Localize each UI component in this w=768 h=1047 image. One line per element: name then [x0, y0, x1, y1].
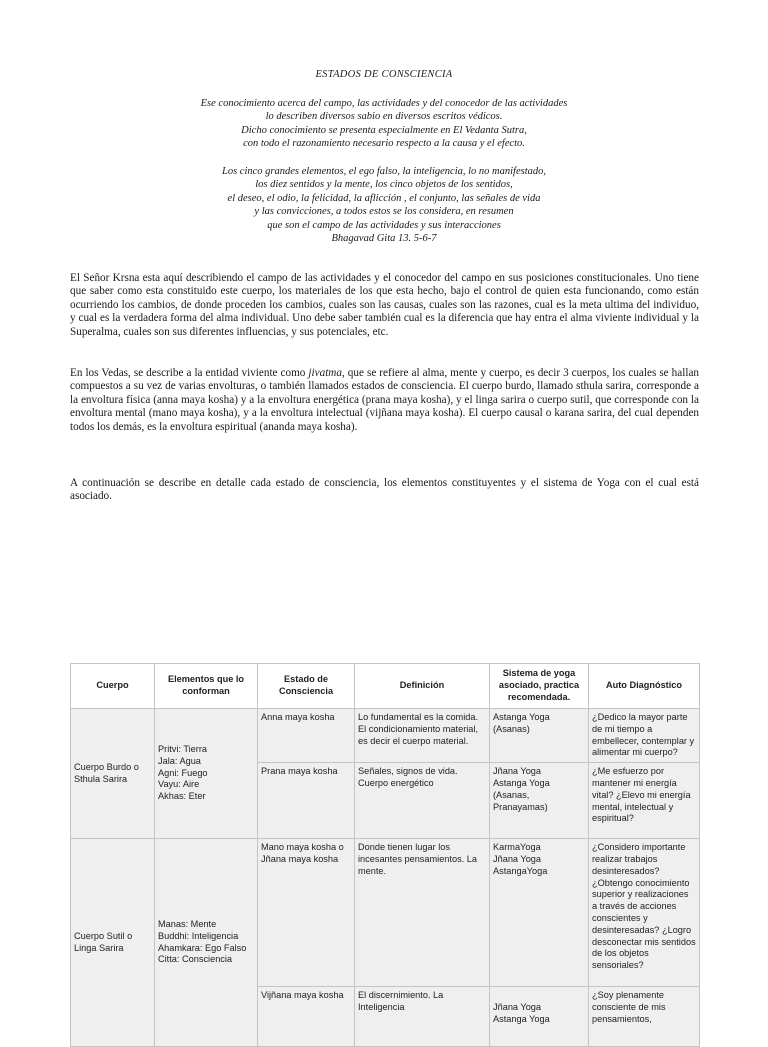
para-text: , que se refiere al alma, mente y cuerpo, es decir 3 cuerpos, los cuales se hallan compuestos a su vez de varias envolturas, o también llamados estados de consciencia. El cuerpo burdo, llamado sthula sarira, corresponde a la envoltura física (anna maya kosha) y a la envoltura energética (prana maya kosha), y el linga sarira o cuerpo sutil, que corresponde con la envoltura mental (mano maya kosha), y a la envoltura intelectual (vijñana maya kosha). El cuerpo causal o karana sarira, del cual dependen todos los demás, es la envoltura espiritual (ananda maya kosha). [70, 367, 700, 433]
table-row [71, 839, 700, 987]
table-row [71, 709, 700, 763]
yoga-cell [490, 987, 589, 1047]
definicion-cell: El discernimiento. La Inteligencia [355, 987, 490, 1047]
cuerpo-cell: Cuerpo Sutil o Linga Sarira [71, 839, 155, 1047]
header-yoga: Sistema de yoga asociado, practica recomendada. [490, 664, 589, 709]
definicion-cell: Lo fundamental es la comida. El condicionamiento material, es decir el cuerpo material. [355, 709, 490, 763]
yoga-item: KarmaYoga [493, 842, 541, 853]
diagnostico-cell: ¿Me esfuerzo por mantener mi energía vital? ¿Elevo mi energía mental, intelectual y espiritual? [589, 763, 700, 839]
yoga-item: Astanga Yoga [493, 1013, 550, 1024]
header-diagnostico: Auto Diagnóstico [589, 664, 700, 709]
yoga-item: Jñana Yoga [493, 853, 542, 864]
elemento-item: Agni: Fuego [158, 767, 208, 778]
yoga-item [493, 990, 585, 1002]
diagnostico-cell: ¿Considero importante realizar trabajos desinteresados? ¿Obtengo conocimiento superior y realizaciones a través de acciones conscientes y desinteresadas? ¿Logro desconectar mis sentidos de los objetos sensoriales? [589, 839, 700, 987]
verse-line: los diez sentidos y la mente, los cinco objetos de los sentidos, [255, 179, 513, 191]
elemento-item: Pritvi: Tierra [158, 744, 208, 755]
elemento-item: Ahamkara: Ego Falso [158, 942, 247, 953]
yoga-item: Jñana Yoga [493, 1001, 542, 1012]
table-header-row [71, 664, 700, 709]
yoga-cell [490, 763, 589, 839]
elemento-item: Buddhi: Inteligencia [158, 930, 239, 941]
header-definicion: Definición [355, 664, 490, 709]
header-estado: Estado de Consciencia [258, 664, 355, 709]
yoga-item: (Asanas, [493, 789, 530, 800]
page-title: ESTADOS DE CONSCIENCIA [315, 69, 453, 80]
definicion-cell: Señales, signos de vida. Cuerpo energético [355, 763, 490, 839]
verse-line: y las convicciones, a todos estos se los considera, en resumen [254, 206, 514, 218]
cuerpo-cell: Cuerpo Burdo o Sthula Sarira [71, 709, 155, 839]
consciousness-table [70, 663, 700, 1047]
estado-cell: Prana maya kosha [258, 763, 355, 839]
verse-citation: Bhagavad Gita 13. 5-6-7 [331, 233, 437, 245]
estado-cell: Anna maya kosha [258, 709, 355, 763]
elemento-item: Vayu: Aire [158, 779, 200, 790]
yoga-cell [490, 839, 589, 987]
estado-cell: Mano maya kosha o Jñana maya kosha [258, 839, 355, 987]
verse-line: lo describen diversos sabio en diversos escritos védicos. [265, 111, 503, 123]
verse-line: el deseo, el odio, la felicidad, la aflicción , el conjunto, las señales de vida [227, 192, 541, 204]
verse-line: con todo el razonamiento necesario respecto a la causa y el efecto. [243, 138, 525, 150]
elementos-cell [155, 839, 258, 1047]
estado-cell: Vijñana maya kosha [258, 987, 355, 1047]
yoga-item: Pranayamas) [493, 801, 548, 812]
yoga-item: Astanga Yoga [493, 712, 550, 722]
elemento-item: Manas: Mente [158, 919, 217, 930]
yoga-item: Astanga Yoga [493, 777, 550, 788]
diagnostico-cell: ¿Soy plenamente consciente de mis pensamientos, [589, 987, 700, 1047]
definicion-cell: Donde tienen lugar los incesantes pensamientos. La mente. [355, 839, 490, 987]
opening-verse [0, 97, 768, 151]
gita-verse [0, 165, 768, 245]
elementos-cell [155, 709, 258, 839]
intro-paragraph: El Señor Krsna esta aquí describiendo el campo de las actividades y el conocedor del campo en sus posiciones constitucionales. Uno tiene que saber como esta constituido este cuerpo, los materiales de los que esta hecho, bajo el control de quien esta funcionando, como están ocurriendo los cambios, de donde proceden los cambios, cuales son las causas, cuales son las razones, cual es la meta ultima del individuo, y cual es la verdadera forma del alma individual. Uno debe saber también cual es la diferencia que hay entra el alma viviente individual y la Superalma, cuales son sus diferentes influencias, y sus potenciales, etc. [70, 272, 699, 338]
elemento-item: Citta: Consciencia [158, 954, 233, 965]
elemento-item: Akhas: Eter [158, 791, 206, 802]
elemento-item: Jala: Agua [158, 755, 201, 766]
yoga-cell [490, 709, 589, 763]
verse-line: Dicho conocimiento se presenta especialmente en El Vedanta Sutra, [241, 124, 527, 136]
header-elementos: Elementos que lo conforman [155, 664, 258, 709]
continuation-paragraph: A continuación se describe en detalle cada estado de consciencia, los elementos constituyentes y el sistema de Yoga con el cual está asociado. [70, 477, 699, 503]
diagnostico-cell: ¿Dedico la mayor parte de mi tiempo a embellecer, contemplar y alimentar mi cuerpo? [589, 709, 700, 763]
jivatma-term: jivatma [308, 367, 342, 379]
vedas-paragraph [70, 367, 699, 434]
verse-line: Ese conocimiento acerca del campo, las actividades y del conocedor de las actividades [200, 98, 568, 109]
verse-line: Los cinco grandes elementos, el ego falso, la inteligencia, lo no manifestado, [222, 166, 546, 177]
yoga-item: Jñana Yoga [493, 766, 542, 777]
header-cuerpo: Cuerpo [71, 664, 155, 709]
para-text: En los Vedas, se describe a la entidad viviente como [70, 367, 309, 379]
yoga-item: (Asanas) [493, 723, 530, 734]
yoga-item: AstangaYoga [493, 865, 548, 876]
verse-line: que son el campo de las actividades y sus interacciones [267, 219, 501, 231]
